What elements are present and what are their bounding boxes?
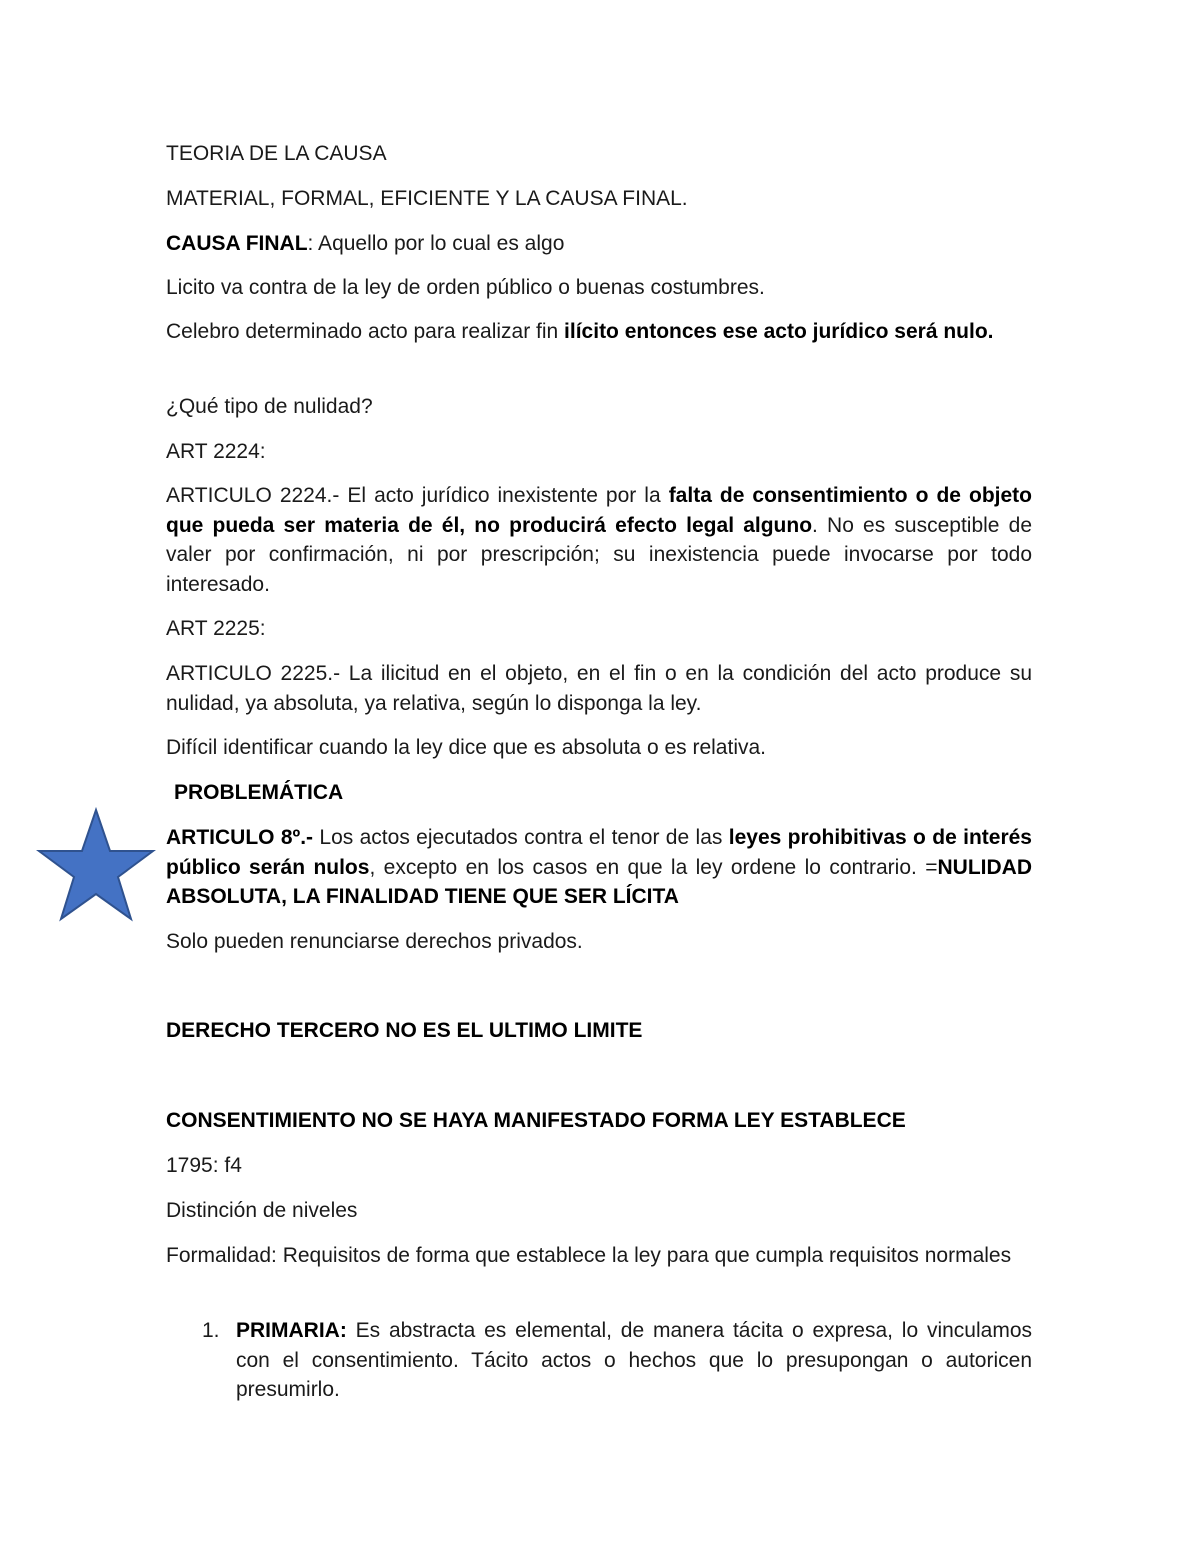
art-2225-heading: ART 2225:: [166, 617, 266, 640]
star-shape: [39, 810, 153, 919]
art-2224-bold: falta de consentimiento o de objeto que pueda ser materia de él, no producirá efecto legal alguno: [166, 484, 1032, 537]
document-title: TEORIA DE LA CAUSA: [166, 142, 387, 165]
art-8-text-2: , excepto en los casos en que la ley ordene lo contrario. =: [369, 855, 938, 879]
art-8-text-1: Los actos ejecutados contra el tenor de las: [313, 826, 729, 849]
causa-final-text: : Aquello por lo cual es algo: [307, 232, 565, 255]
nulidad-question: ¿Qué tipo de nulidad?: [166, 395, 373, 418]
causa-final-label: CAUSA FINAL: [166, 232, 308, 255]
art-8-label: ARTICULO 8º.-: [166, 826, 314, 849]
consentimiento-heading: [166, 1106, 1032, 1136]
star-icon: [36, 806, 156, 924]
licito-paragraph: Licito va contra de la ley de orden público o buenas costumbres.: [166, 276, 765, 299]
problematica-text: PROBLEMÁTICA: [174, 781, 344, 804]
celebro-text: Celebro determinado acto para realizar fin: [166, 320, 565, 343]
consentimiento-text: CONSENTIMIENTO NO SE HAYA MANIFESTADO FORMA LEY ESTABLECE: [166, 1109, 906, 1132]
art-8-paragraph: [166, 823, 1032, 912]
celebro-bold: ilícito entonces ese acto jurídico será nulo.: [564, 320, 994, 343]
list-item-primaria: [236, 1316, 1032, 1405]
art-2224-paragraph: [166, 481, 1032, 599]
formalidad-paragraph: Formalidad: Requisitos de forma que establece la ley para que cumpla requisitos normales: [166, 1244, 1012, 1267]
art-8-bold-1: leyes prohibitivas o de interés público serán nulos: [166, 826, 1032, 879]
list-item-label: PRIMARIA:: [236, 1319, 347, 1342]
dificil-paragraph: Difícil identificar cuando la ley dice que es absoluta o es relativa.: [166, 736, 766, 759]
causa-final-paragraph: [166, 229, 1032, 259]
art-8-bold-2: NULIDAD ABSOLUTA, LA FINALIDAD TIENE QUE SER LÍCITA: [166, 855, 1032, 908]
art-2224-lead: ARTICULO 2224.- El acto jurídico inexistente por la: [166, 484, 669, 507]
derecho-tercero-text: DERECHO TERCERO NO ES EL ULTIMO LIMITE: [166, 1019, 643, 1042]
celebro-paragraph: [166, 317, 1032, 347]
list-item-text: Es abstracta es elemental, de manera tácita o expresa, lo vinculamos con el consentimiento. Tácito actos o hechos que lo presupongan o autoricen presumirlo.: [236, 1319, 1032, 1401]
distincion-paragraph: Distinción de niveles: [166, 1199, 358, 1222]
list-item-number: 1.: [202, 1319, 220, 1342]
derecho-tercero-heading: [166, 1016, 1032, 1046]
art-2224-heading: ART 2224:: [166, 440, 266, 463]
problematica-heading: [174, 778, 1040, 808]
art-2224-tail: . No es susceptible de valer por confirmación, ni por prescripción; su inexistencia puede invocarse por todo interesado.: [166, 513, 1032, 596]
art-1795-paragraph: 1795: f4: [166, 1154, 242, 1177]
solo-paragraph: Solo pueden renunciarse derechos privados.: [166, 930, 583, 953]
art-2225-paragraph: ARTICULO 2225.- La ilicitud en el objeto, en el fin o en la condición del acto produce su nulidad, ya absoluta, ya relativa, según lo disponga la ley.: [166, 662, 1032, 715]
document-subtitle: MATERIAL, FORMAL, EFICIENTE Y LA CAUSA FINAL.: [166, 187, 688, 210]
